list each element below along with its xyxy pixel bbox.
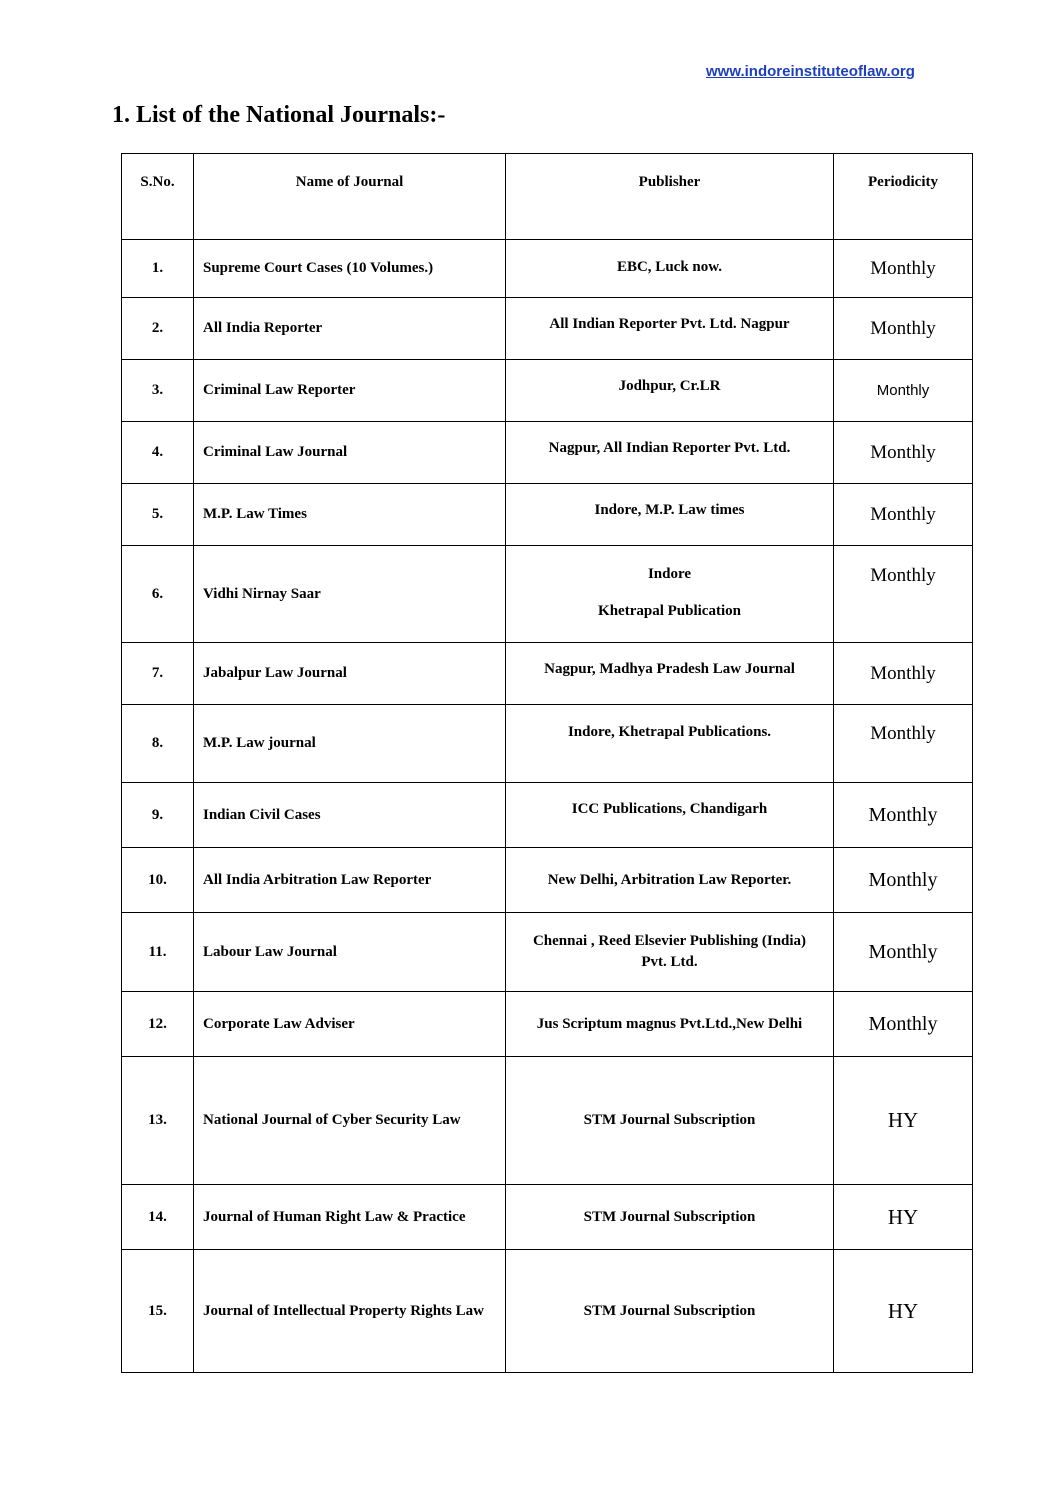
row-sno: 1. bbox=[122, 240, 194, 298]
publisher-line: Indore, Khetrapal Publications. bbox=[567, 724, 772, 740]
row-publisher bbox=[506, 643, 834, 705]
row-journal-name: Vidhi Nirnay Saar bbox=[194, 546, 506, 643]
row-journal-name: Journal of Human Right Law & Practice bbox=[194, 1185, 506, 1250]
publisher-line: Indore bbox=[647, 566, 692, 582]
row-sno: 15. bbox=[122, 1250, 194, 1373]
publisher-line: Jodhpur, Cr.LR bbox=[618, 378, 721, 394]
row-publisher bbox=[506, 360, 834, 422]
table-row bbox=[122, 360, 973, 422]
row-sno: 11. bbox=[122, 913, 194, 992]
row-sno: 4. bbox=[122, 422, 194, 484]
row-periodicity: HY bbox=[834, 1185, 973, 1250]
publisher-line: Nagpur, Madhya Pradesh Law Journal bbox=[544, 661, 795, 677]
row-publisher bbox=[506, 992, 834, 1057]
table-row bbox=[122, 298, 973, 360]
row-publisher bbox=[506, 240, 834, 298]
row-periodicity: Monthly bbox=[834, 913, 973, 992]
row-publisher bbox=[506, 1185, 834, 1250]
row-journal-name: All India Arbitration Law Reporter bbox=[194, 848, 506, 913]
row-sno: 14. bbox=[122, 1185, 194, 1250]
table-row bbox=[122, 643, 973, 705]
table-row bbox=[122, 1185, 973, 1250]
table-row bbox=[122, 240, 973, 298]
row-sno: 9. bbox=[122, 783, 194, 848]
row-journal-name: Indian Civil Cases bbox=[194, 783, 506, 848]
row-journal-name: Supreme Court Cases (10 Volumes.) bbox=[194, 240, 506, 298]
row-sno: 7. bbox=[122, 643, 194, 705]
row-sno: 13. bbox=[122, 1057, 194, 1185]
publisher-line: STM Journal Subscription bbox=[583, 1112, 756, 1128]
row-periodicity: Monthly bbox=[834, 783, 973, 848]
publisher-line: All Indian Reporter Pvt. Ltd. Nagpur bbox=[549, 316, 790, 332]
row-sno: 8. bbox=[122, 705, 194, 783]
column-header-periodicity: Periodicity bbox=[834, 154, 973, 240]
row-publisher bbox=[506, 1250, 834, 1373]
publisher-line: STM Journal Subscription bbox=[583, 1208, 756, 1225]
publisher-line: EBC, Luck now. bbox=[616, 259, 723, 275]
row-publisher bbox=[506, 913, 834, 992]
row-periodicity: Monthly bbox=[834, 240, 973, 298]
row-journal-name: Corporate Law Adviser bbox=[194, 992, 506, 1057]
row-publisher bbox=[506, 848, 834, 913]
row-sno: 6. bbox=[122, 546, 194, 643]
row-periodicity: HY bbox=[834, 1057, 973, 1185]
table-row bbox=[122, 422, 973, 484]
column-header-name: Name of Journal bbox=[194, 154, 506, 240]
row-periodicity: Monthly bbox=[834, 422, 973, 484]
row-periodicity: Monthly bbox=[834, 360, 973, 422]
table-row bbox=[122, 546, 973, 643]
row-publisher bbox=[506, 1057, 834, 1185]
table-header-row bbox=[122, 154, 973, 240]
row-publisher bbox=[506, 783, 834, 848]
row-sno: 5. bbox=[122, 484, 194, 546]
row-journal-name: Criminal Law Journal bbox=[194, 422, 506, 484]
table-row bbox=[122, 848, 973, 913]
table-row bbox=[122, 484, 973, 546]
row-sno: 2. bbox=[122, 298, 194, 360]
publisher-line: Pvt. Ltd. bbox=[641, 954, 698, 970]
row-journal-name: National Journal of Cyber Security Law bbox=[194, 1057, 506, 1185]
publisher-line: Indore, M.P. Law times bbox=[594, 502, 745, 518]
table-row bbox=[122, 1250, 973, 1373]
row-journal-name: Jabalpur Law Journal bbox=[194, 643, 506, 705]
table-row bbox=[122, 1057, 973, 1185]
row-periodicity: Monthly bbox=[834, 298, 973, 360]
row-sno: 3. bbox=[122, 360, 194, 422]
publisher-line: STM Journal Subscription bbox=[583, 1302, 756, 1319]
row-journal-name: Journal of Intellectual Property Rights Law bbox=[194, 1250, 506, 1373]
row-periodicity: HY bbox=[834, 1250, 973, 1373]
publisher-line: Khetrapal Publication bbox=[598, 603, 741, 619]
table-row bbox=[122, 992, 973, 1057]
column-header-publisher: Publisher bbox=[506, 154, 834, 240]
table-row bbox=[122, 783, 973, 848]
publisher-line: Nagpur, All Indian Reporter Pvt. Ltd. bbox=[548, 440, 791, 456]
journals-table bbox=[121, 153, 973, 1373]
row-periodicity: Monthly bbox=[834, 546, 973, 643]
page-title: 1. List of the National Journals:- bbox=[112, 102, 446, 128]
publisher-line: ICC Publications, Chandigarh bbox=[571, 801, 768, 817]
row-sno: 10. bbox=[122, 848, 194, 913]
row-publisher bbox=[506, 298, 834, 360]
row-journal-name: All India Reporter bbox=[194, 298, 506, 360]
row-sno: 12. bbox=[122, 992, 194, 1057]
row-journal-name: M.P. Law Times bbox=[194, 484, 506, 546]
row-publisher bbox=[506, 422, 834, 484]
table-row bbox=[122, 913, 973, 992]
table-row bbox=[122, 705, 973, 783]
row-journal-name: Criminal Law Reporter bbox=[194, 360, 506, 422]
row-publisher bbox=[506, 705, 834, 783]
row-periodicity: Monthly bbox=[834, 848, 973, 913]
site-url-link[interactable]: www.indoreinstituteoflaw.org bbox=[706, 63, 915, 80]
row-periodicity: Monthly bbox=[834, 643, 973, 705]
row-journal-name: Labour Law Journal bbox=[194, 913, 506, 992]
publisher-line: Jus Scriptum magnus Pvt.Ltd.,New Delhi bbox=[536, 1015, 803, 1032]
publisher-line: Chennai , Reed Elsevier Publishing (India) bbox=[532, 933, 807, 949]
publisher-line: New Delhi, Arbitration Law Reporter. bbox=[547, 871, 792, 888]
row-publisher bbox=[506, 484, 834, 546]
row-publisher bbox=[506, 546, 834, 643]
row-periodicity: Monthly bbox=[834, 705, 973, 783]
column-header-sno: S.No. bbox=[122, 154, 194, 240]
row-periodicity: Monthly bbox=[834, 484, 973, 546]
row-periodicity: Monthly bbox=[834, 992, 973, 1057]
row-journal-name: M.P. Law journal bbox=[194, 705, 506, 783]
